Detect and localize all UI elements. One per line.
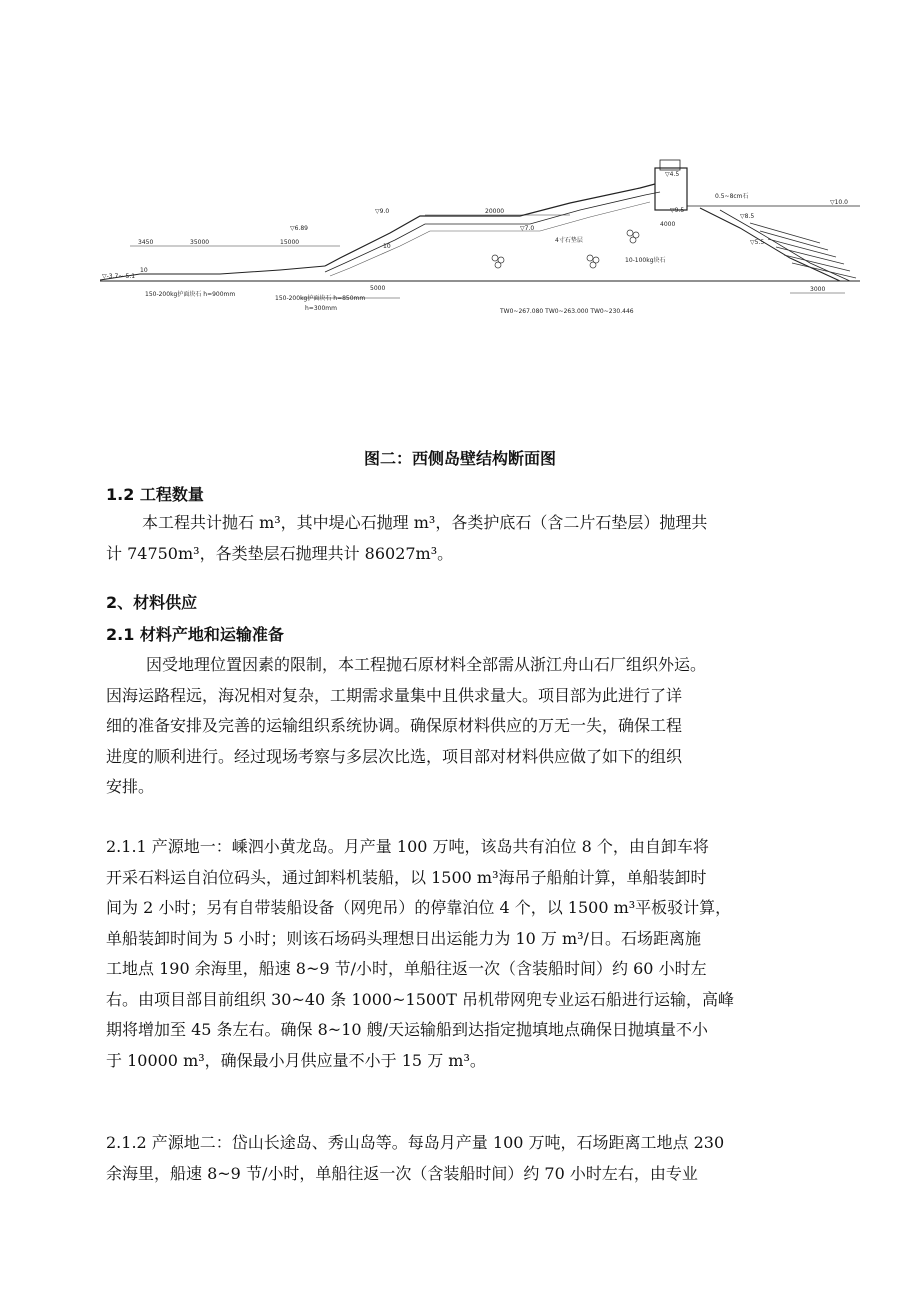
- text-line: 因受地理位置因素的限制，本工程抛石原材料全部需从浙江舟山石厂组织外运。: [146, 655, 707, 674]
- label-elev-7: ▽7.0: [520, 225, 535, 232]
- dimension-lines: [130, 215, 845, 298]
- label-dim-5000: 5000: [370, 285, 386, 292]
- section-2-1-body: [106, 650, 796, 803]
- label-dim-3000: 3000: [810, 286, 826, 293]
- text-line: 本工程共计抛石 m³，其中堤心石抛理 m³，各类护底石（含二片石垫层）抛理共: [142, 513, 708, 532]
- text-line: 细的准备安排及完善的运输组织系统协调。确保原材料供应的万无一失，确保工程: [106, 716, 683, 735]
- figure-caption: 图二：西侧岛壁结构断面图: [363, 449, 556, 468]
- text-line: 单船装卸时间为 5 小时；则该石场码头理想日出运能力为 10 万 m³/日。石场距离施: [106, 928, 701, 948]
- stone-symbols: [492, 230, 639, 268]
- section-2-1-title: 2.1 材料产地和运输准备: [106, 625, 284, 644]
- label-elev-55: ▽5.5: [750, 239, 765, 246]
- right-slope-inner: [720, 210, 850, 281]
- label-elev-seabed: ▽-3.7~-5.1: [102, 273, 136, 280]
- label-dim-3450: 3450: [138, 239, 154, 246]
- label-slope-10a: 10: [383, 243, 391, 250]
- section-2-title: 2、材料供应: [106, 593, 198, 612]
- label-cushion: 4寸石垫层: [555, 237, 583, 244]
- label-armor-900: 150-200kg护面块石 h=900mm: [145, 291, 236, 298]
- label-armor-850: 150-200kg护面块石 h=850mm: [275, 295, 366, 302]
- text-line: 开采石料运自泊位码头，通过卸料机装船，以 1500 m³海吊子船舶计算，单船装卸时: [106, 867, 707, 887]
- text-line: 安排。: [106, 777, 155, 796]
- text-line: 进度的顺利进行。经过现场考察与多层次比选，项目部对材料供应做了如下的组织: [106, 746, 683, 766]
- text-line: 2.1.1 产源地一：嵊泗小黄龙岛。月产量 100 万吨，该岛共有泊位 8 个，由自卸车将: [106, 837, 709, 856]
- section-2-1-1-body: [106, 832, 796, 1076]
- label-block-stone: 10-100kg块石: [625, 257, 666, 264]
- embankment-slope: [325, 184, 655, 266]
- section-2-1-2-body: [106, 1128, 796, 1189]
- cross-section-svg: [100, 148, 860, 338]
- text-line: 计 74750m³，各类垫层石抛理共计 86027m³。: [106, 543, 454, 563]
- label-dim-35000: 35000: [190, 239, 210, 246]
- text-line: 2.1.2 产源地二：岱山长途岛、秀山岛等。每岛月产量 100 万吨，石场距离工地点 230: [106, 1133, 725, 1152]
- section-1-2-body: [106, 508, 796, 569]
- label-dim-15000: 15000: [280, 239, 300, 246]
- label-h300: h=300mm: [305, 305, 337, 312]
- right-slope: [700, 208, 840, 281]
- label-tw-stations: TW0~267.080 TW0~263.000 TW0~230.446: [500, 308, 634, 315]
- label-elev-10: ▽10.0: [830, 199, 848, 206]
- cross-section-drawing: [100, 148, 860, 338]
- label-elev-9: ▽9.0: [375, 208, 390, 215]
- text-line: 因海运路程远，海况相对复杂，工期需求量集中且供求量大。项目部为此进行了详: [106, 685, 683, 705]
- text-line: 右。由项目部目前组织 30~40 条 1000~1500T 吊机带网兜专业运石船进行运输，高峰: [106, 989, 734, 1009]
- label-elev-85: ▽8.5: [740, 213, 755, 220]
- text-line: 于 10000 m³，确保最小月供应量不小于 15 万 m³。: [106, 1050, 486, 1070]
- label-dim-20000: 20000: [485, 208, 505, 215]
- label-elev-689: ▽6.89: [290, 225, 308, 232]
- text-line: 期将增加至 45 条左右。确保 8~10 艘/天运输船到达指定抛填地点确保日抛填量不小: [106, 1020, 709, 1039]
- text-line: 间为 2 小时；另有自带装船设备（网兜吊）的停靠泊位 4 个，以 1500 m³平板驳计算，: [106, 898, 732, 917]
- label-elev-95: ▽9.5: [670, 207, 685, 214]
- label-stone-size: 0.5~8cm石: [715, 193, 749, 200]
- section-1-2-title: 1.2 工程数量: [106, 485, 204, 504]
- text-line: 余海里，船速 8~9 节/小时，单船往返一次（含装船时间）约 70 小时左右，由专业: [106, 1163, 698, 1183]
- right-hatching: [750, 223, 856, 278]
- label-slope-10b: 10: [140, 267, 148, 274]
- label-dim-4000: 4000: [660, 221, 676, 228]
- label-elev-45: ▽4.5: [665, 171, 680, 178]
- text-line: 工地点 190 余海里，船速 8~9 节/小时，单船往返一次（含装船时间）约 60 小时左: [106, 959, 707, 978]
